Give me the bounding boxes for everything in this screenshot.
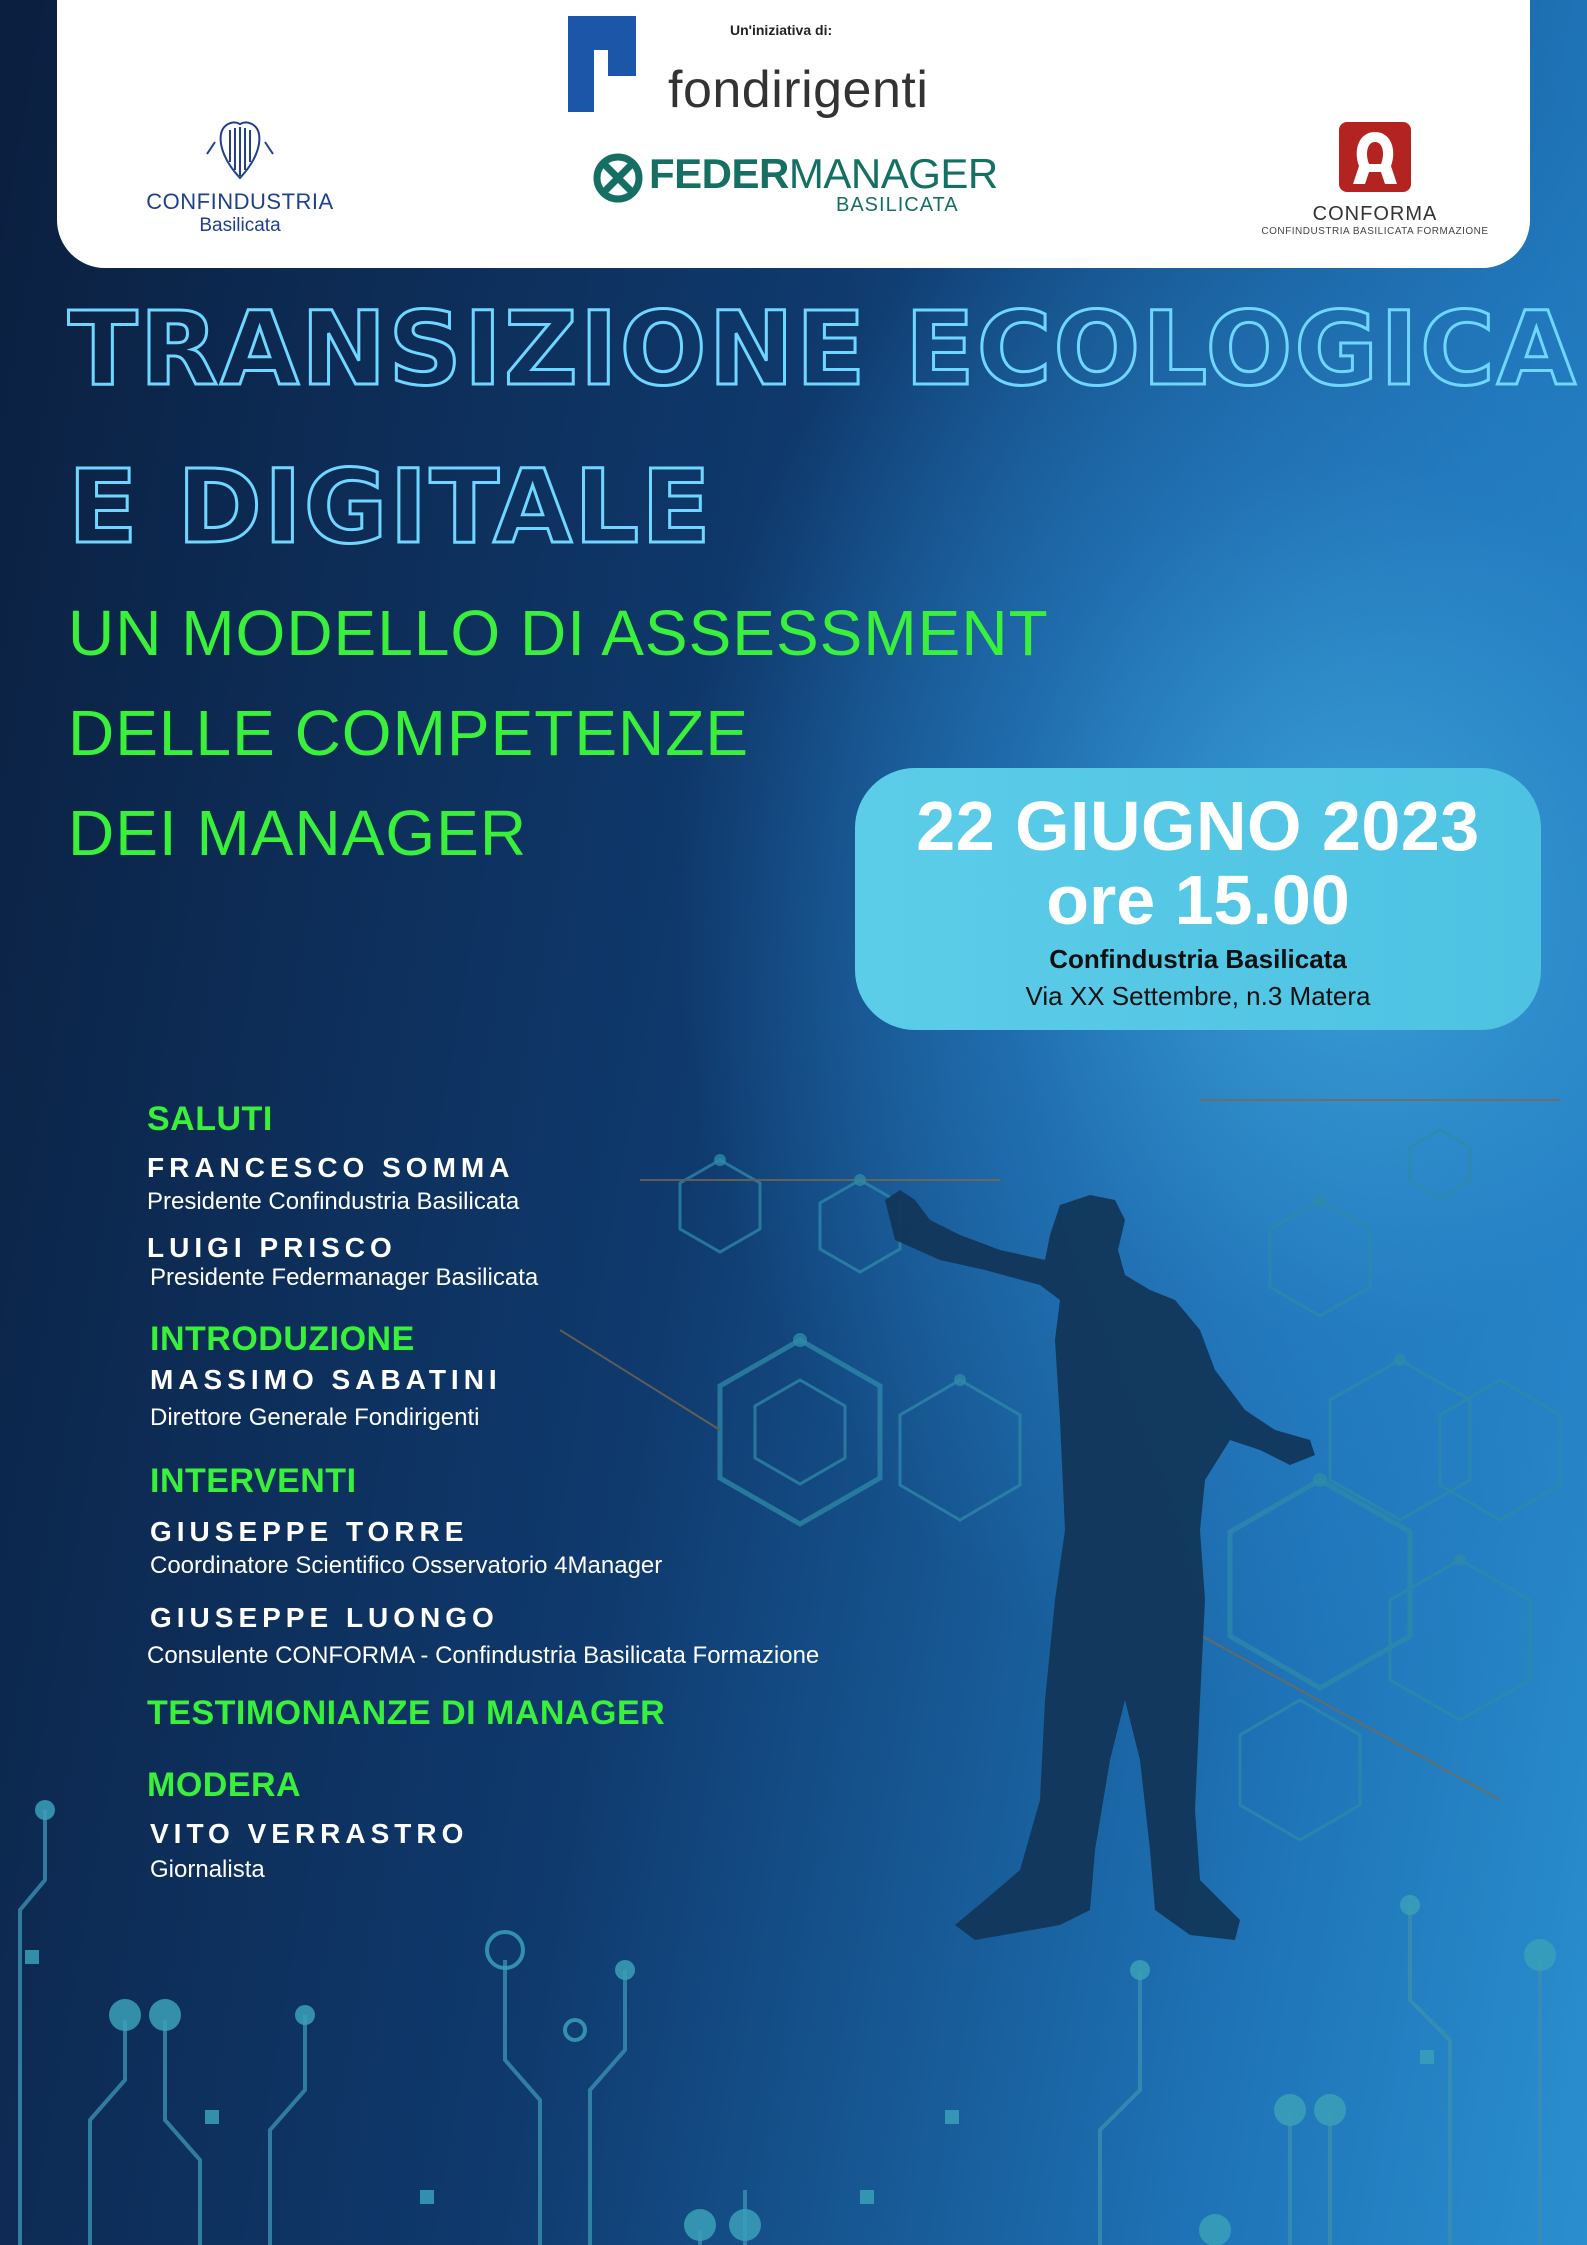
event-date: 22 GIUGNO 2023 bbox=[916, 787, 1480, 865]
fondirigenti-mark-icon bbox=[568, 16, 636, 112]
conforma-logo bbox=[1255, 122, 1495, 237]
fondirigenti-name: fondirigenti bbox=[668, 61, 929, 119]
person-silhouette bbox=[885, 1190, 1315, 1940]
speaker-name: GIUSEPPE LUONGO bbox=[150, 1602, 499, 1633]
fondirigenti-tagline: Un'iniziativa di: bbox=[730, 22, 833, 38]
speaker-role: Giornalista bbox=[150, 1856, 265, 1883]
section-testimonianze: TESTIMONIANZE DI MANAGER bbox=[147, 1694, 666, 1732]
subtitle-line-3: DEI MANAGER bbox=[68, 797, 528, 869]
speaker-role: Consulente CONFORMA - Confindustria Basilicata Formazione bbox=[147, 1642, 820, 1669]
conforma-sub: CONFINDUSTRIA BASILICATA FORMAZIONE bbox=[1261, 226, 1489, 237]
federmanager-logo bbox=[592, 150, 1012, 220]
eagle-icon bbox=[205, 118, 275, 184]
speaker-role: Presidente Confindustria Basilicata bbox=[147, 1188, 520, 1215]
title-line-1: TRANSIZIONE ECOLOGICA bbox=[68, 290, 1578, 409]
speaker-role: Direttore Generale Fondirigenti bbox=[150, 1404, 480, 1431]
confindustria-name: CONFINDUSTRIA bbox=[146, 189, 334, 214]
event-venue: Confindustria Basilicata bbox=[1049, 944, 1347, 974]
speaker-role: Presidente Federmanager Basilicata bbox=[150, 1264, 539, 1291]
federmanager-name: FEDERMANAGER bbox=[649, 150, 998, 197]
subtitle-line-2: DELLE COMPETENZE bbox=[68, 697, 750, 769]
speaker-name: VITO VERRASTRO bbox=[150, 1818, 469, 1849]
conforma-mark-icon bbox=[1339, 122, 1411, 192]
conforma-name: CONFORMA bbox=[1312, 203, 1438, 225]
event-address: Via XX Settembre, n.3 Matera bbox=[1025, 981, 1371, 1011]
event-date-box bbox=[855, 768, 1541, 1030]
subtitle-line-1: UN MODELLO DI ASSESSMENT bbox=[68, 597, 1049, 669]
federmanager-sub: BASILICATA bbox=[836, 194, 959, 216]
section-introduzione: INTRODUZIONE bbox=[150, 1320, 415, 1358]
speaker-name: LUIGI PRISCO bbox=[147, 1232, 397, 1263]
confindustria-logo bbox=[140, 118, 340, 237]
speaker-name: MASSIMO SABATINI bbox=[150, 1364, 502, 1395]
section-saluti: SALUTI bbox=[147, 1100, 273, 1138]
section-modera: MODERA bbox=[147, 1766, 302, 1804]
speaker-name: FRANCESCO SOMMA bbox=[147, 1152, 515, 1183]
confindustria-sub: Basilicata bbox=[199, 215, 281, 236]
speaker-name: GIUSEPPE TORRE bbox=[150, 1516, 469, 1547]
event-time: ore 15.00 bbox=[1046, 861, 1350, 939]
section-interventi: INTERVENTI bbox=[150, 1462, 357, 1500]
fondirigenti-logo bbox=[568, 12, 988, 122]
title-line-2: E DIGITALE bbox=[68, 448, 713, 567]
speaker-role: Coordinatore Scientifico Osservatorio 4Manager bbox=[150, 1552, 663, 1579]
federmanager-mark-icon bbox=[592, 152, 644, 204]
